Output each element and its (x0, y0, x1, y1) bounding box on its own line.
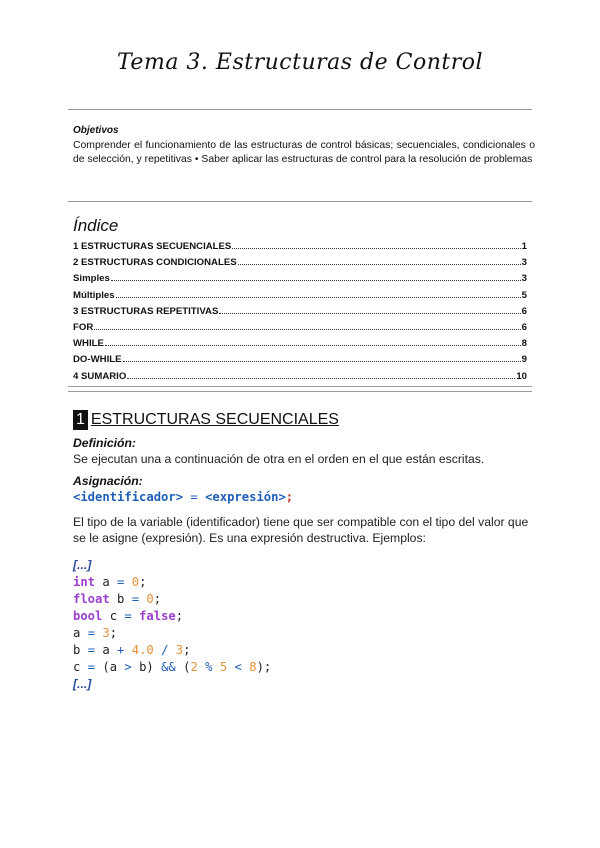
toc-entry-page: 6 (521, 305, 527, 317)
toc-entry-text: Simples (73, 273, 110, 285)
code-token: b (109, 591, 132, 606)
toc-entry[interactable] (73, 239, 527, 255)
code-line (73, 625, 533, 642)
toc-leader-dots (232, 248, 520, 249)
page-title: Tema 3. Estructuras de Control (116, 50, 484, 75)
code-token (124, 643, 131, 657)
code-ellipsis-close: [...] (73, 676, 92, 691)
code-token: false (139, 608, 176, 623)
code-token: float (73, 591, 110, 606)
divider (68, 391, 532, 392)
toc-entry-page: 3 (521, 257, 527, 269)
assignment-label: Asignación: (73, 473, 143, 488)
code-token: < (234, 659, 242, 674)
code-token: a (95, 642, 118, 657)
code-token (227, 660, 234, 674)
code-example (73, 574, 533, 676)
toc-entry-text: Múltiples (73, 289, 115, 301)
section-heading (73, 409, 533, 431)
code-token: = (124, 608, 132, 623)
code-token: = (87, 659, 96, 674)
toc-leader-dots (238, 264, 521, 265)
assignment-syntax (73, 489, 533, 506)
divider (68, 109, 532, 110)
code-token: 4.0 (131, 642, 154, 657)
code-token: b (73, 642, 88, 657)
toc-leader-dots (123, 361, 521, 362)
section-number: 1 (73, 410, 88, 430)
code-token: + (117, 642, 125, 657)
code-token: 5 (219, 659, 228, 674)
code-token: && (161, 659, 176, 674)
section-1 (73, 409, 533, 693)
toc-entry-page: 6 (521, 321, 527, 333)
code-token: ; (175, 608, 184, 623)
code-token: / (161, 642, 169, 657)
code-token: = (117, 574, 125, 589)
toc-entry-page: 9 (521, 354, 527, 366)
toc-entry-text: 3 ESTRUCTURAS REPETITIVAS (73, 305, 219, 317)
code-token: ; (109, 625, 118, 640)
definition-text: Se ejecutan una a continuación de otra en el orden en el que están escritas. (73, 452, 485, 466)
toc-entry-page: 1 (521, 241, 527, 252)
objectives-text: Comprender el funcionamiento de las estructuras de control básicas; secuenciales, condicionales o de selección, y repetitivas • Saber aplicar las estructuras de control para la resolución de problemas (73, 140, 535, 165)
toc-entry-page: 8 (521, 338, 527, 350)
code-token: = (131, 591, 140, 606)
syntax-identifier: <identificador> (73, 489, 184, 504)
code-token: ; (139, 574, 147, 589)
code-token: % (205, 659, 213, 674)
code-token: = (87, 642, 96, 657)
objectives-heading: Objetivos (73, 125, 119, 136)
toc-entry-text: FOR (73, 321, 94, 333)
code-token (132, 609, 139, 623)
code-token: ; (153, 591, 162, 606)
code-token: 0 (131, 574, 140, 589)
toc-entry-text: 2 ESTRUCTURAS CONDICIONALES (73, 257, 237, 269)
code-token (154, 643, 161, 657)
code-token: 2 (190, 659, 198, 674)
code-token (213, 660, 220, 674)
toc-entry[interactable] (73, 336, 527, 352)
toc-entry-page: 3 (521, 273, 527, 285)
toc-leader-dots (111, 280, 521, 281)
objectives-block (73, 125, 535, 166)
toc-leader-dots (94, 329, 520, 330)
toc-entry[interactable] (73, 271, 527, 287)
index-heading: Índice (73, 216, 119, 235)
code-ellipsis-open: [...] (73, 557, 92, 572)
code-line (73, 608, 533, 625)
code-token: 8 (249, 659, 257, 674)
code-token (168, 643, 175, 657)
toc-leader-dots (127, 378, 515, 379)
table-of-contents (73, 239, 527, 385)
code-token: = (87, 625, 96, 640)
toc-entry-text: 1 ESTRUCTURAS SECUENCIALES (73, 241, 232, 252)
code-token: int (73, 574, 96, 589)
code-token: (a (95, 659, 125, 674)
code-token: ; (183, 642, 191, 657)
code-token: 3 (175, 642, 184, 657)
code-token: > (124, 659, 132, 674)
assignment-description: El tipo de la variable (identificador) tiene que ser compatible con el tipo del valor que se le asigne (expresión). Es una expresión destructiva. Ejemplos: (73, 514, 529, 545)
code-token: a (73, 625, 88, 640)
syntax-expression: <expresión> (205, 489, 286, 504)
index-block (73, 216, 527, 385)
toc-entry-text: DO-WHILE (73, 354, 122, 366)
syntax-semicolon: ; (285, 489, 294, 504)
syntax-equals: = (183, 489, 206, 504)
code-token: 3 (102, 625, 110, 640)
code-token: bool (73, 608, 103, 623)
divider (68, 201, 532, 202)
code-token: c (73, 659, 88, 674)
definition-label: Definición: (73, 436, 136, 450)
code-token: ); (256, 659, 272, 674)
toc-leader-dots (116, 297, 521, 298)
section-title: ESTRUCTURAS SECUENCIALES (90, 411, 339, 428)
toc-entry[interactable] (73, 369, 527, 385)
toc-entry[interactable] (73, 304, 527, 320)
toc-entry[interactable] (73, 288, 527, 304)
code-line (73, 574, 533, 591)
code-token: c (102, 608, 125, 623)
toc-entry-page: 10 (516, 370, 527, 382)
toc-leader-dots (105, 345, 521, 346)
code-token: 0 (146, 591, 154, 606)
code-line (73, 642, 533, 659)
toc-entry[interactable] (73, 255, 527, 271)
code-line (73, 659, 533, 676)
toc-entry-page: 5 (521, 289, 527, 301)
code-token: a (95, 574, 118, 589)
toc-entry-text: WHILE (73, 338, 104, 350)
code-token: b) (131, 659, 162, 674)
code-token (124, 575, 131, 589)
toc-entry[interactable] (73, 320, 527, 336)
code-token: ( (175, 659, 191, 674)
divider (68, 386, 532, 387)
toc-entry[interactable] (73, 352, 527, 368)
toc-entry-text: 4 SUMARIO (73, 370, 127, 382)
toc-leader-dots (219, 313, 520, 314)
code-line (73, 591, 533, 608)
